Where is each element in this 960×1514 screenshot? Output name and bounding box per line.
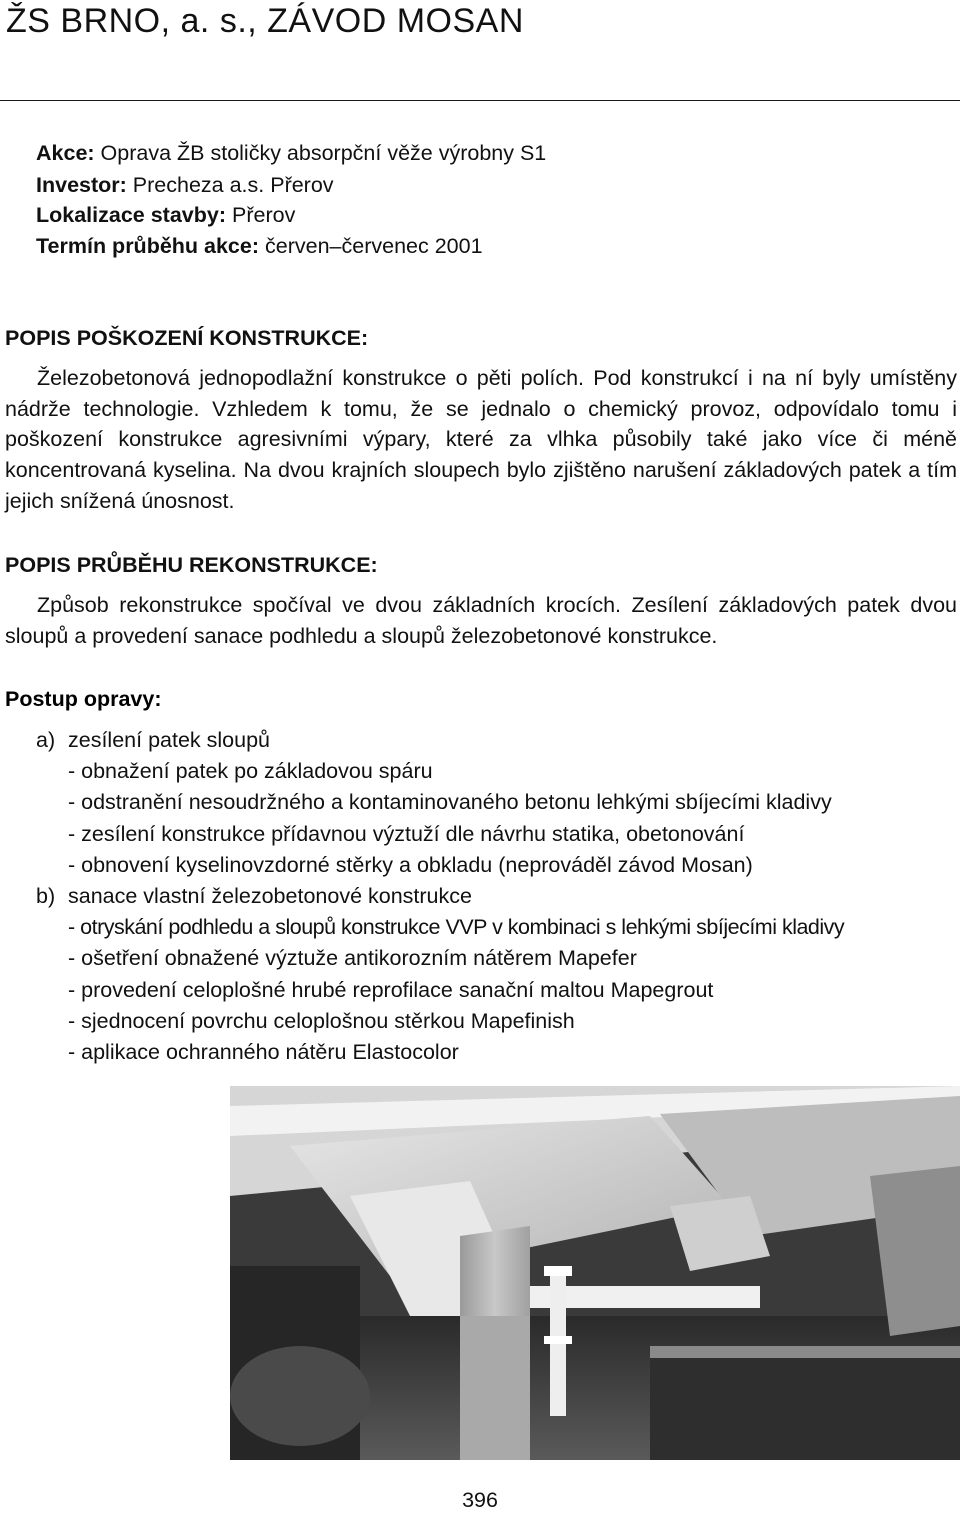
- section-heading-damage: POPIS POŠKOZENÍ KONSTRUKCE:: [5, 326, 369, 350]
- info-label: Investor:: [36, 173, 127, 197]
- info-value: Oprava ŽB stoličky absorpční věže výrobny S1: [100, 141, 547, 165]
- support-cap: [544, 1266, 572, 1276]
- list-subitem: - obnovení kyselinovzdorné stěrky a obkladu (neprováděl závod Mosan): [68, 852, 753, 877]
- list-marker: a): [36, 728, 56, 752]
- list-subitem: - sjednocení povrchu celoplošnou stěrkou Mapefinish: [68, 1008, 575, 1033]
- list-item: [36, 725, 844, 756]
- pipework: [230, 1346, 370, 1446]
- list-item-text: zesílení patek sloupů: [68, 728, 270, 752]
- procedure-heading-text: Postup opravy:: [5, 687, 162, 711]
- tank-top: [650, 1346, 960, 1358]
- list-subitem: - zesílení konstrukce přídavnou výztuží dle návrhu statika, obetonování: [68, 821, 745, 846]
- info-investor: [36, 170, 334, 200]
- page-number: 396: [462, 1488, 498, 1512]
- list-subitem: - aplikace ochranného nátěru Elastocolor: [68, 1040, 459, 1065]
- list-item-text: sanace vlastní železobetonové konstrukce: [68, 884, 472, 909]
- info-term: [36, 231, 483, 261]
- column-lower: [460, 1316, 530, 1460]
- info-location: [36, 200, 295, 230]
- section-text-damage: [5, 363, 957, 517]
- list-subitem: - ošetření obnažené výztuže antikorozním nátěrem Mapefer: [68, 946, 637, 971]
- info-label: Termín průběhu akce:: [36, 234, 260, 258]
- info-label: Akce:: [36, 141, 95, 165]
- company-title: ŽS BRNO, a. s., ZÁVOD MOSAN: [6, 2, 524, 40]
- paragraph: Způsob rekonstrukce spočíval ve dvou základních krocích. Zesílení základových patek dvou sloupů a provedení sanace podhledu a sloupů železobetonové konstrukce.: [5, 593, 957, 648]
- list-subitem: - otryskání podhledu a sloupů konstrukce VVP v kombinaci s lehkými sbíjecími kladivy: [68, 915, 845, 940]
- section-text-reconstruction: [5, 590, 957, 651]
- section-heading-reconstruction: POPIS PRŮBĚHU REKONSTRUKCE:: [5, 553, 378, 577]
- info-action: [36, 138, 546, 168]
- list-subitem: - provedení celoplošné hrubé reprofilace sanační maltou Mapegrout: [68, 977, 714, 1002]
- info-label: Lokalizace stavby:: [36, 203, 227, 227]
- info-value: Precheza a.s. Přerov: [132, 173, 334, 197]
- info-value: červen–červenec 2001: [265, 234, 483, 258]
- section-heading-procedure: [5, 687, 162, 712]
- list-marker: b): [36, 884, 56, 909]
- procedure-list: [36, 725, 844, 1068]
- tank-body: [650, 1358, 960, 1460]
- list-item: [36, 881, 844, 912]
- construction-photo: [230, 1086, 960, 1460]
- list-subitem: - odstranění nesoudržného a kontaminovaného betonu lehkými sbíjecími kladivy: [68, 790, 832, 815]
- info-value: Přerov: [232, 203, 296, 227]
- header-divider: [0, 100, 960, 101]
- paragraph: Železobetonová jednopodlažní konstrukce o pěti polích. Pod konstrukcí i na ní byly umístěny nádrže technologie. Vzhledem k tomu, že se jednalo o chemický provoz, odpovídalo tomu i poškození konstrukce agresivními výpary, které za vlhka působily také jako více či méně koncentrovaná kyselina. Na dvou krajních sloupech bylo zjištěno narušení základových patek a tím jejich snížená únosnost.: [5, 366, 957, 513]
- list-subitem: - obnažení patek po základovou spáru: [68, 759, 433, 784]
- support-band: [544, 1336, 572, 1344]
